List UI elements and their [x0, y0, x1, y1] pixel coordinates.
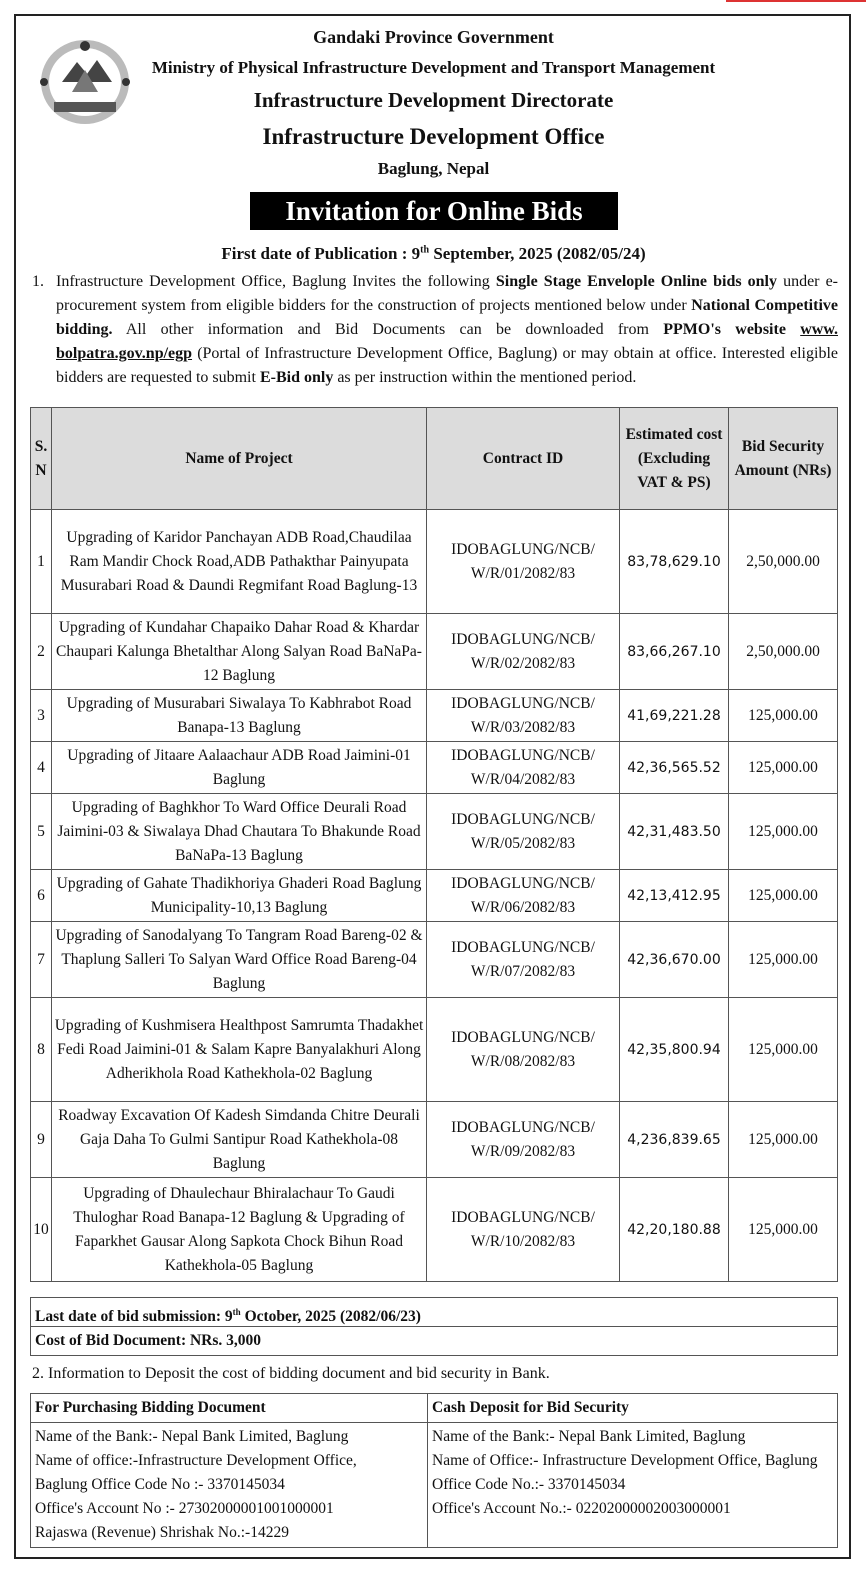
office-location: Baglung, Nepal — [377, 159, 490, 178]
row-estimated-cost: 4,236,839.65 — [620, 1102, 729, 1178]
row-sn: 5 — [31, 794, 52, 870]
row-contract-id: IDOBAGLUNG/NCB/ W/R/01/2082/83 — [427, 510, 620, 614]
row-estimated-cost: 42,20,180.88 — [620, 1178, 729, 1282]
bank-left-title: For Purchasing Bidding Document — [31, 1394, 428, 1423]
top-accent-line — [726, 0, 866, 2]
last-date: Last date of bid submission: 9th October, 2025 (2082/06/23) — [35, 1307, 421, 1326]
row-sn: 2 — [31, 614, 52, 690]
row-estimated-cost: 42,36,565.52 — [620, 742, 729, 794]
row-project-name: Upgrading of Sanodalyang To Tangram Road Bareng-02 & Thaplung Salleri To Salyan Ward Office Road Bareng-04 Baglung — [52, 922, 427, 998]
row-sn: 8 — [31, 998, 52, 1102]
document-cost: Cost of Bid Document: NRs. 3,000 — [31, 1326, 837, 1355]
row-contract-id: IDOBAGLUNG/NCB/ W/R/06/2082/83 — [427, 870, 620, 922]
header-security: Bid Security Amount (NRs) — [729, 408, 838, 510]
province-name: Gandaki Province Government — [313, 27, 554, 47]
bank-left-line: Office's Account No :- 27302000001001000001 — [35, 1500, 334, 1517]
notice-title: Invitation for Online Bids — [250, 192, 618, 230]
table-row — [31, 614, 838, 690]
row-contract-id: IDOBAGLUNG/NCB/ W/R/09/2082/83 — [427, 1102, 620, 1178]
row-sn: 1 — [31, 510, 52, 614]
row-bid-security: 2,50,000.00 — [729, 614, 838, 690]
table-row — [31, 1102, 838, 1178]
row-estimated-cost: 42,31,483.50 — [620, 794, 729, 870]
table-row — [31, 742, 838, 794]
paragraph-number: 1. — [32, 273, 44, 290]
row-contract-id: IDOBAGLUNG/NCB/ W/R/08/2082/83 — [427, 998, 620, 1102]
header-name: Name of Project — [52, 408, 427, 510]
table-row — [31, 998, 838, 1102]
table-row — [31, 870, 838, 922]
row-contract-id: IDOBAGLUNG/NCB/ W/R/04/2082/83 — [427, 742, 620, 794]
header-cost: Estimated cost (Excluding VAT & PS) — [620, 408, 729, 510]
bank-right-info — [428, 1423, 838, 1548]
table-row — [31, 794, 838, 870]
table-row — [31, 922, 838, 998]
row-estimated-cost: 83,78,629.10 — [620, 510, 729, 614]
bank-right-line: Office's Account No.:- 02202000002003000001 — [432, 1500, 731, 1517]
bank-left-info — [31, 1423, 428, 1548]
row-project-name: Upgrading of Dhaulechaur Bhiralachaur To Gaudi Thuloghar Road Banapa-12 Baglung & Upgrading of Faparkhet Gausar Along Sapkota Chock Bihun Road Kathekhola-05 Baglung — [52, 1178, 427, 1282]
bids-table — [30, 407, 838, 1282]
paragraph-1: 1. Infrastructure Development Office, Baglung Invites the following Single Stage Envelople Online bids only under e-procurement system from eligible bidders for the construction of projects mentioned below under National Competitive bidding. All other information and Bid Documents can be downloaded from PPMO's website www. bolpatra.gov.np/egp (Portal of Infrastructure Development Office, Baglung) or may obtain at office. Interested eligible bidders are requested to submit E-Bid only as per instruction within the mentioned period. — [32, 270, 838, 390]
publication-date: First date of Publication : 9th September, 2025 (2082/05/24) — [221, 244, 646, 263]
row-sn: 7 — [31, 922, 52, 998]
table-row — [31, 690, 838, 742]
row-bid-security: 125,000.00 — [729, 690, 838, 742]
row-estimated-cost: 83,66,267.10 — [620, 614, 729, 690]
row-sn: 6 — [31, 870, 52, 922]
row-estimated-cost: 42,36,670.00 — [620, 922, 729, 998]
row-estimated-cost: 41,69,221.28 — [620, 690, 729, 742]
header-sn: S. N — [31, 408, 52, 510]
row-contract-id: IDOBAGLUNG/NCB/ W/R/02/2082/83 — [427, 614, 620, 690]
row-bid-security: 125,000.00 — [729, 998, 838, 1102]
row-project-name: Upgrading of Musurabari Siwalaya To Kabhrabot Road Banapa-13 Baglung — [52, 690, 427, 742]
row-sn: 3 — [31, 690, 52, 742]
row-contract-id: IDOBAGLUNG/NCB/ W/R/05/2082/83 — [427, 794, 620, 870]
row-estimated-cost: 42,35,800.94 — [620, 998, 729, 1102]
row-project-name: Upgrading of Kushmisera Healthpost Samrumta Thadakhet Fedi Road Jaimini-01 & Salam Kapre Banyalakhuri Along Adherikhola Road Kathekhola-02 Baglung — [52, 998, 427, 1102]
bank-left-line: Rajaswa (Revenue) Shrishak No.:-14229 — [35, 1524, 289, 1541]
row-project-name: Upgrading of Gahate Thadikhoriya Ghaderi Road Baglung Municipality-10,13 Baglung — [52, 870, 427, 922]
row-contract-id: IDOBAGLUNG/NCB/ W/R/03/2082/83 — [427, 690, 620, 742]
header-contract: Contract ID — [427, 408, 620, 510]
row-bid-security: 2,50,000.00 — [729, 510, 838, 614]
row-bid-security: 125,000.00 — [729, 742, 838, 794]
row-project-name: Upgrading of Baghkhor To Ward Office Deurali Road Jaimini-03 & Siwalaya Dhad Chautara To Bhakunde Road BaNaPa-13 Baglung — [52, 794, 427, 870]
bank-left-line: Name of the Bank:- Nepal Bank Limited, Baglung — [35, 1428, 349, 1445]
row-project-name: Upgrading of Jitaare Aalaachaur ADB Road Jaimini-01 Baglung — [52, 742, 427, 794]
directorate-name: Infrastructure Development Directorate — [253, 88, 614, 112]
row-bid-security: 125,000.00 — [729, 794, 838, 870]
row-bid-security: 125,000.00 — [729, 1102, 838, 1178]
row-contract-id: IDOBAGLUNG/NCB/ W/R/10/2082/83 — [427, 1178, 620, 1282]
bid-deadline-box — [30, 1297, 838, 1356]
bank-right-line: Name of the Bank:- Nepal Bank Limited, Baglung — [432, 1428, 746, 1445]
row-bid-security: 125,000.00 — [729, 1178, 838, 1282]
bank-right-line: Name of Office:- Infrastructure Development Office, Baglung — [432, 1452, 818, 1469]
bank-left-line: Name of office:-Infrastructure Development Office, — [35, 1452, 357, 1469]
website-link[interactable]: www. bolpatra.gov.np/egp — [56, 321, 838, 362]
ministry-name: Ministry of Physical Infrastructure Development and Transport Management — [151, 58, 716, 77]
row-bid-security: 125,000.00 — [729, 922, 838, 998]
bank-right-title: Cash Deposit for Bid Security — [428, 1394, 838, 1423]
bank-table — [30, 1393, 838, 1548]
table-row — [31, 510, 838, 614]
row-estimated-cost: 42,13,412.95 — [620, 870, 729, 922]
bank-left-line: Baglung Office Code No :- 3370145034 — [35, 1476, 285, 1493]
paragraph-2: 2. Information to Deposit the cost of bidding document and bid security in Bank. — [32, 1365, 550, 1382]
row-project-name: Upgrading of Karidor Panchayan ADB Road,Chaudilaa Ram Mandir Chock Road,ADB Pathakthar Painyupata Musurabari Road & Daundi Regmifant Road Baglung-13 — [52, 510, 427, 614]
row-project-name: Upgrading of Kundahar Chapaiko Dahar Road & Khardar Chaupari Kalunga Bhetalthar Along Salyan Road BaNaPa-12 Baglung — [52, 614, 427, 690]
row-bid-security: 125,000.00 — [729, 870, 838, 922]
office-name: Infrastructure Development Office — [262, 124, 605, 149]
table-row — [31, 1178, 838, 1282]
row-project-name: Roadway Excavation Of Kadesh Simdanda Chitre Deurali Gaja Daha To Gulmi Santipur Road Kathekhola-08 Baglung — [52, 1102, 427, 1178]
row-sn: 9 — [31, 1102, 52, 1178]
row-contract-id: IDOBAGLUNG/NCB/ W/R/07/2082/83 — [427, 922, 620, 998]
row-sn: 4 — [31, 742, 52, 794]
row-sn: 10 — [31, 1178, 52, 1282]
bank-right-line: Office Code No.:- 3370145034 — [432, 1476, 626, 1493]
